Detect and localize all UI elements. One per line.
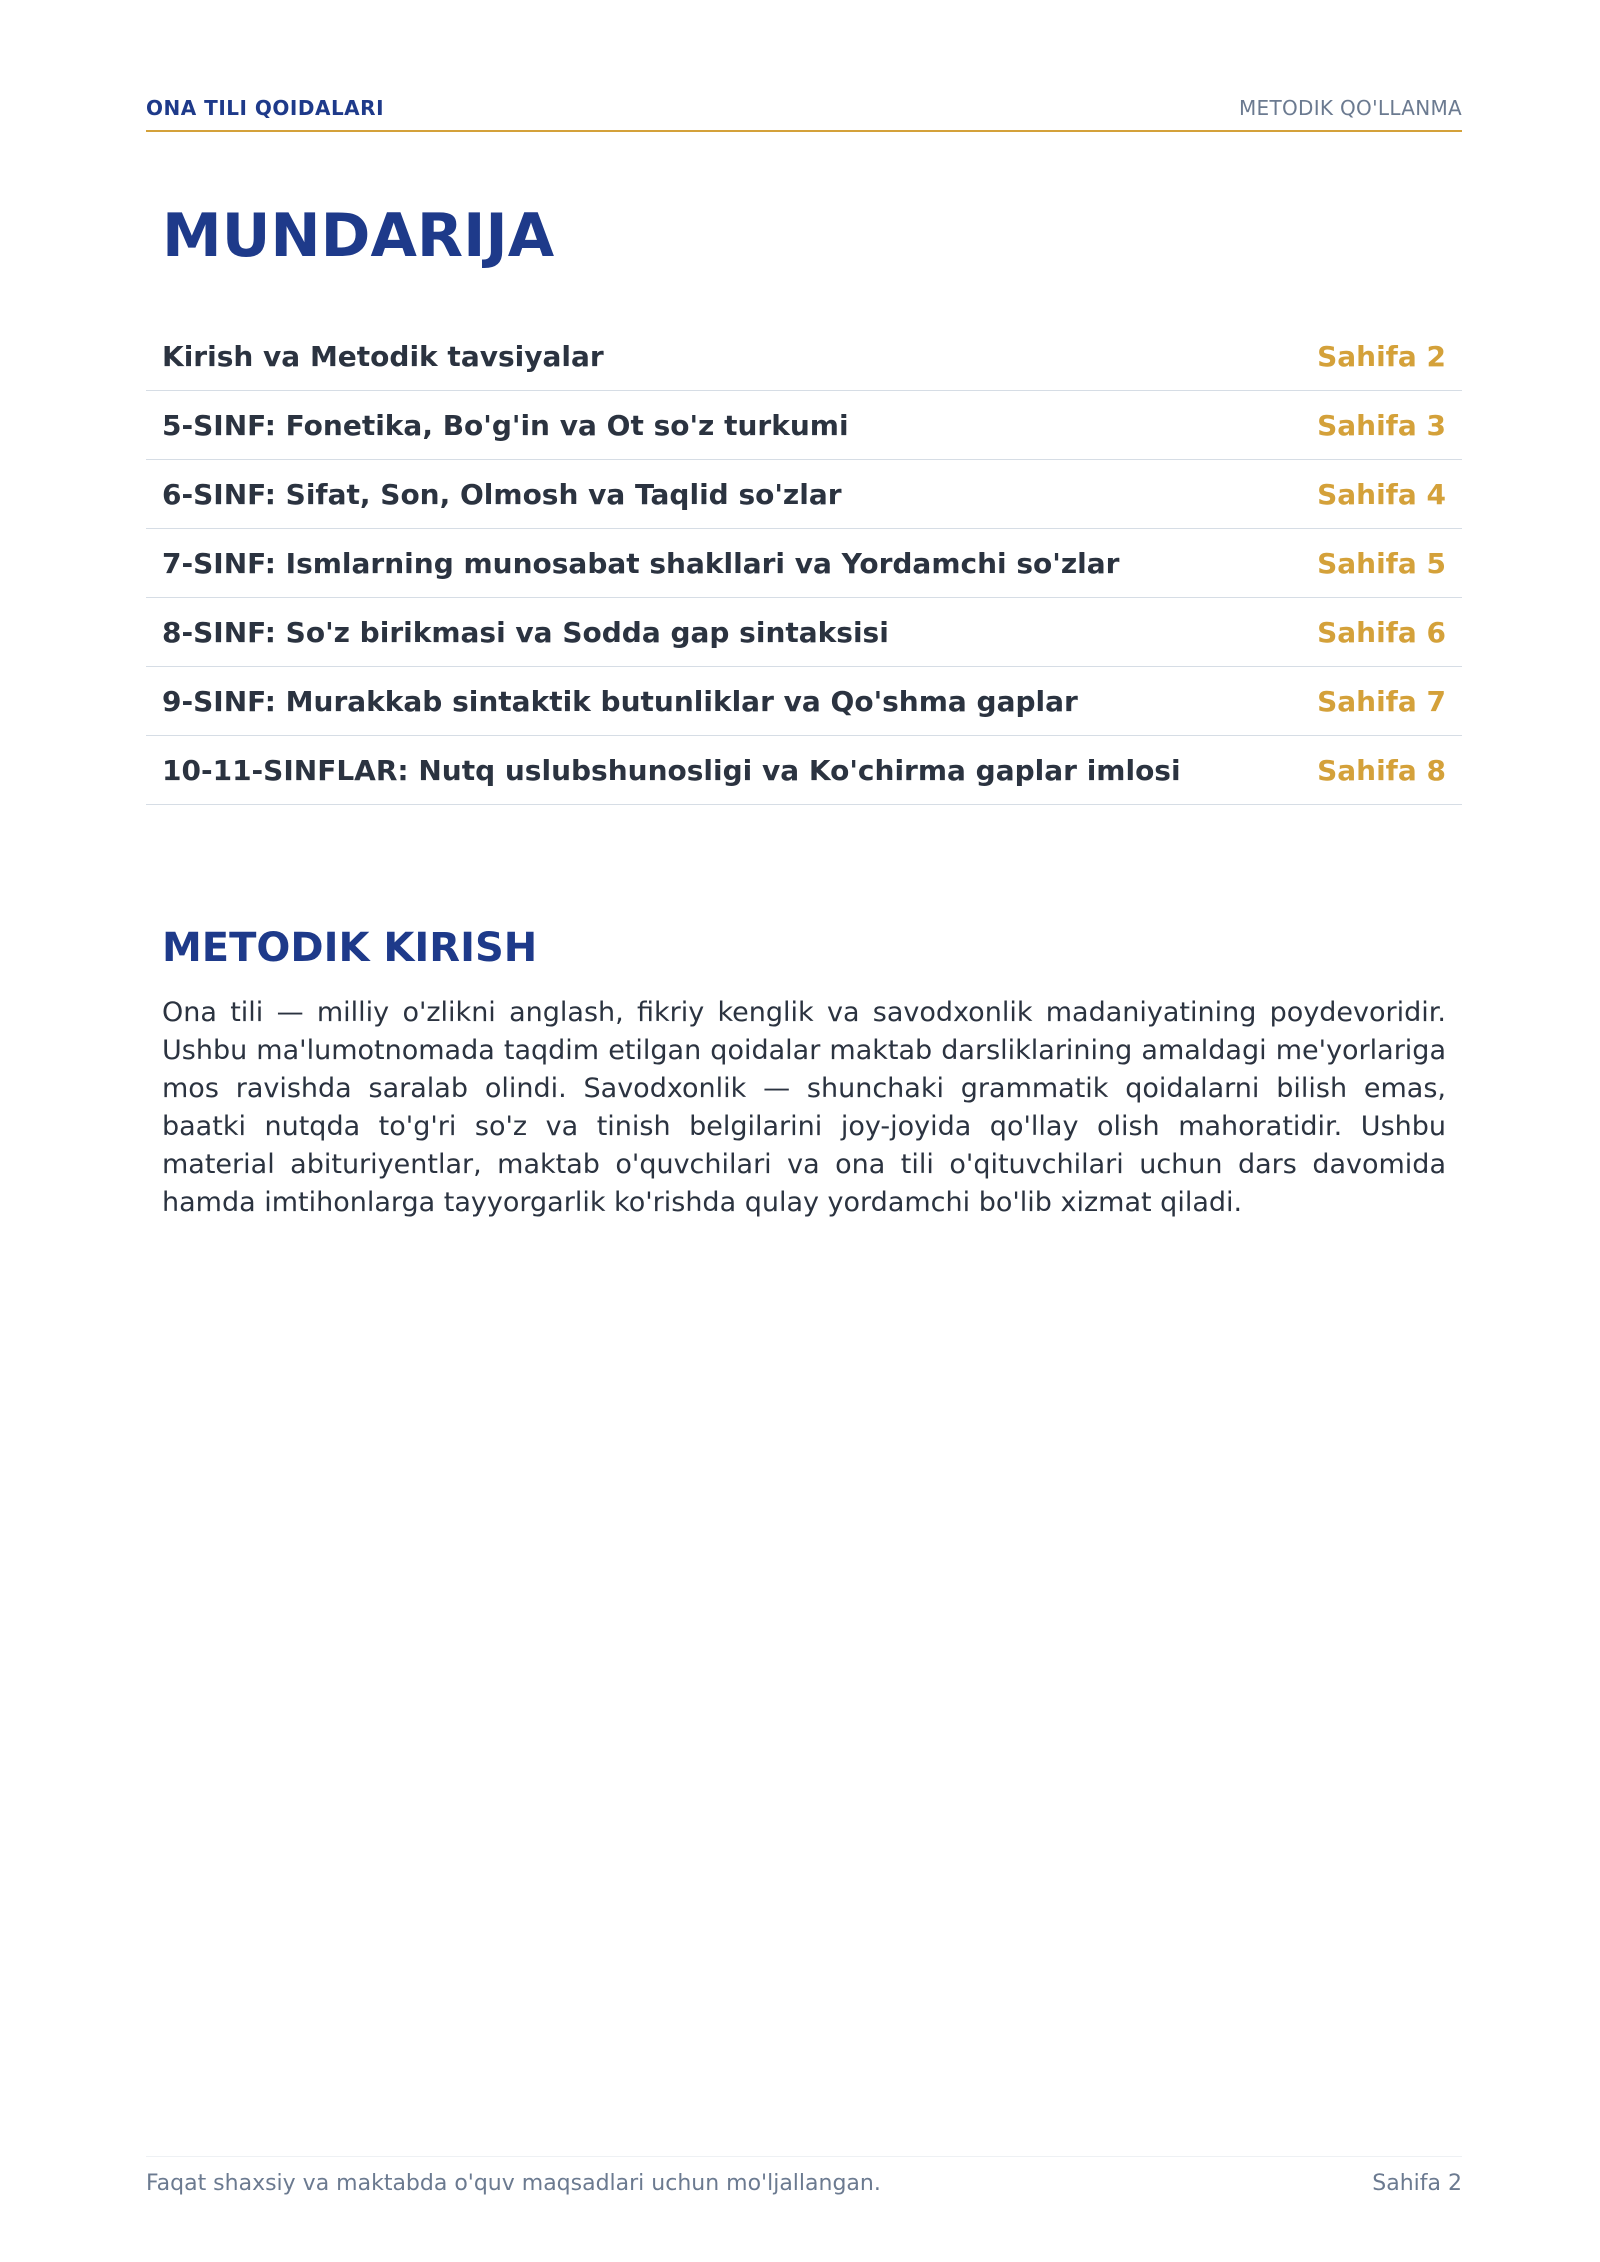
toc-item[interactable] bbox=[146, 322, 1462, 391]
toc-item-page: Sahifa 3 bbox=[1317, 408, 1446, 442]
page-header bbox=[146, 96, 1462, 132]
page-number: Sahifa 2 bbox=[1372, 2171, 1462, 2196]
toc-item[interactable] bbox=[146, 736, 1462, 805]
toc-item[interactable] bbox=[146, 391, 1462, 460]
toc-item-page: Sahifa 2 bbox=[1317, 339, 1446, 373]
toc-title: MUNDARIJA bbox=[162, 201, 555, 271]
toc-item-label: 8-SINF: So'z birikmasi va Sodda gap sintaksisi bbox=[162, 615, 889, 649]
toc-item-label: 7-SINF: Ismlarning munosabat shakllari va Yordamchi so'zlar bbox=[162, 546, 1120, 580]
intro-section-title: METODIK KIRISH bbox=[162, 925, 538, 971]
toc-item-label: 6-SINF: Sifat, Son, Olmosh va Taqlid so'zlar bbox=[162, 477, 842, 511]
toc-item-page: Sahifa 4 bbox=[1317, 477, 1446, 511]
toc-item-label: 10-11-SINFLAR: Nutq uslubshunosligi va Ko'chirma gaplar imlosi bbox=[162, 753, 1181, 787]
toc-item[interactable] bbox=[146, 460, 1462, 529]
table-of-contents bbox=[146, 322, 1462, 805]
toc-item[interactable] bbox=[146, 529, 1462, 598]
toc-item[interactable] bbox=[146, 667, 1462, 736]
footer-note: Faqat shaxsiy va maktabda o'quv maqsadlari uchun mo'ljallangan. bbox=[146, 2171, 881, 2196]
intro-paragraph: Ona tili — milliy o'zlikni anglash, fikriy kenglik va savodxonlik madaniyatining poydevoridir. Ushbu ma'lumotnomada taqdim etilgan qoidalar maktab darsliklarining amaldagi me'yorlariga mos ravishda saralab olindi. Savodxonlik — shunchaki grammatik qoidalarni bilish emas, baatki nutqda to'g'ri so'z va tinish belgilarini joy-joyida qo'llay olish mahoratidir. Ushbu material abituriyentlar, maktab o'quvchilari va ona tili o'qituvchilari uchun dars davomida hamda imtihonlarga tayyorgarlik ko'rishda qulay yordamchi bo'lib xizmat qiladi. bbox=[162, 997, 1446, 1218]
toc-item-label: Kirish va Metodik tavsiyalar bbox=[162, 339, 604, 373]
toc-item-page: Sahifa 5 bbox=[1317, 546, 1446, 580]
toc-item-label: 5-SINF: Fonetika, Bo'g'in va Ot so'z turkumi bbox=[162, 408, 849, 442]
toc-item-label: 9-SINF: Murakkab sintaktik butunliklar va Qo'shma gaplar bbox=[162, 684, 1078, 718]
header-title: ONA TILI QOIDALARI bbox=[146, 96, 385, 120]
toc-item-page: Sahifa 7 bbox=[1317, 684, 1446, 718]
toc-item-page: Sahifa 6 bbox=[1317, 615, 1446, 649]
toc-item-page: Sahifa 8 bbox=[1317, 753, 1446, 787]
page-footer bbox=[146, 2156, 1462, 2196]
header-subtitle: METODIK QO'LLANMA bbox=[1238, 96, 1462, 120]
toc-item[interactable] bbox=[146, 598, 1462, 667]
